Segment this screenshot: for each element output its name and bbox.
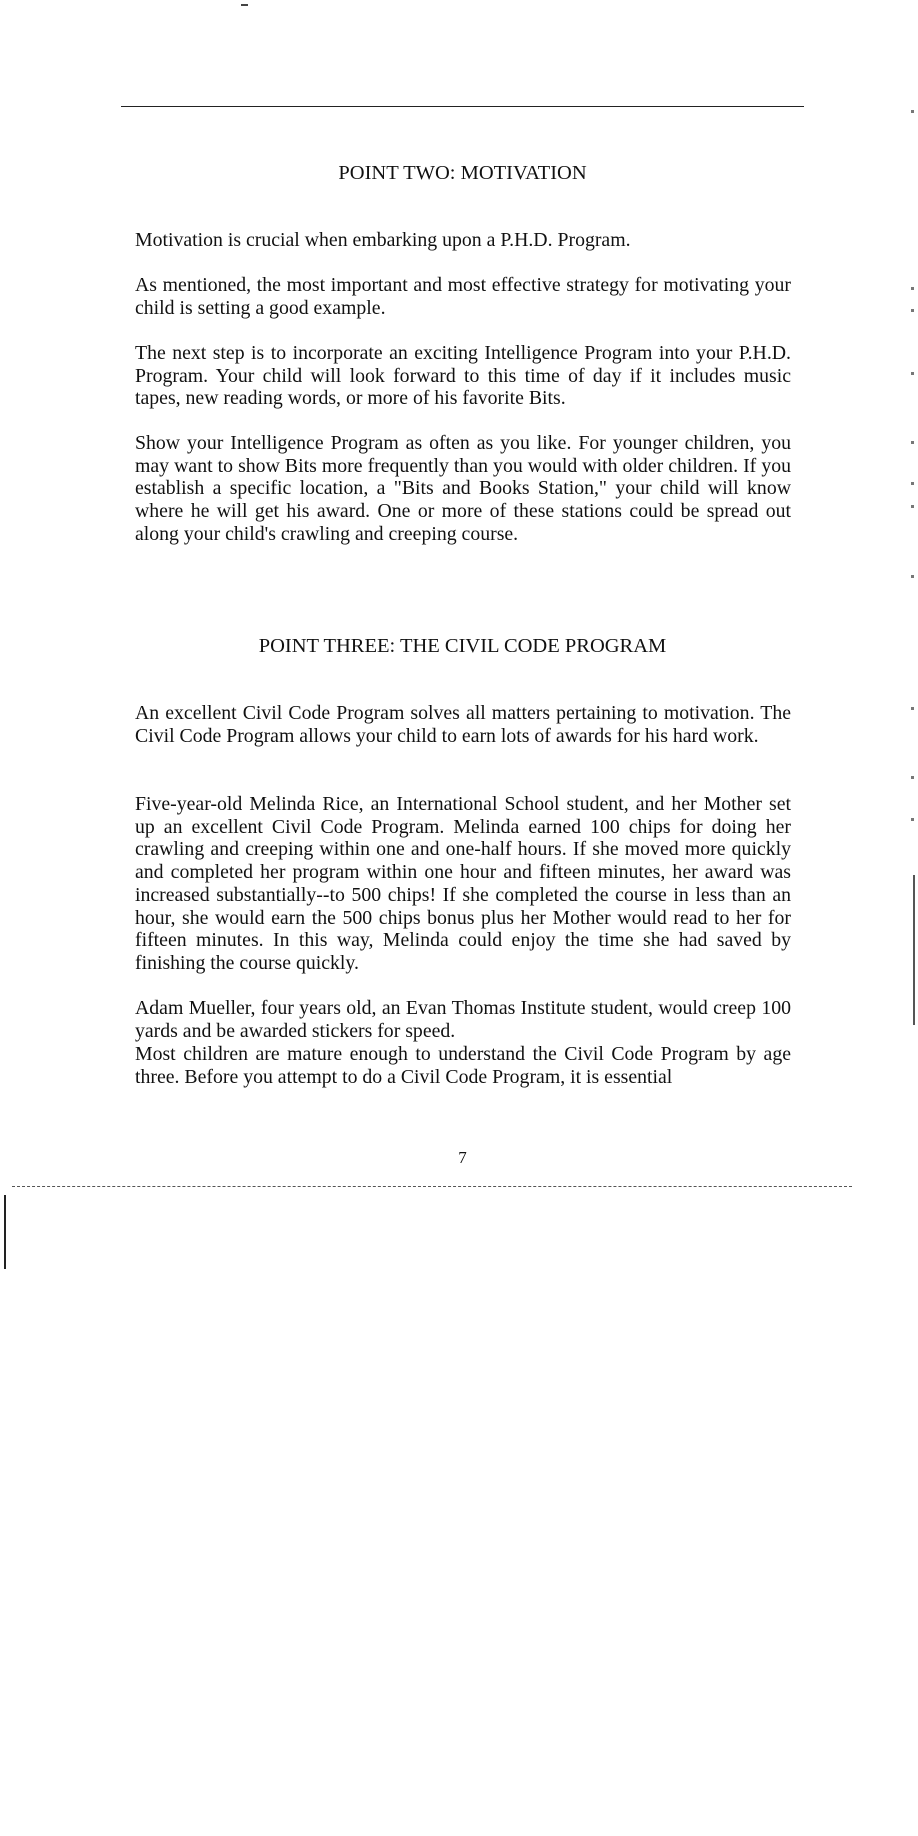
scan-edge-mark xyxy=(911,372,914,375)
heading-point-two: POINT TWO: MOTIVATION xyxy=(338,162,587,184)
scan-edge-mark xyxy=(911,110,914,113)
top-rule xyxy=(121,106,804,107)
scan-edge-mark xyxy=(911,707,914,710)
heading-point-three: POINT THREE: THE CIVIL CODE PROGRAM xyxy=(258,635,667,657)
scan-edge-mark xyxy=(911,776,914,779)
scan-edge-mark xyxy=(911,575,914,578)
scan-speck xyxy=(241,4,248,6)
scan-edge-mark xyxy=(911,505,914,508)
paragraph-adam-mueller: Adam Mueller, four years old, an Evan Thomas Institute student, would creep 100 yards and be awarded stickers for speed. xyxy=(135,997,791,1042)
paragraph-intelligence-program: The next step is to incorporate an exciting Intelligence Program into your P.H.D. Program. Your child will look forward to this time of day if it includes music tapes, new reading words, or more of his favorite Bits. xyxy=(135,342,791,410)
scan-edge-mark xyxy=(911,287,914,290)
scan-edge-mark xyxy=(911,482,914,485)
paragraph-melinda-rice: Five-year-old Melinda Rice, an International School student, and her Mother set up an excellent Civil Code Program. Melinda earned 100 chips for doing her crawling and creeping within one and one-half hours. If she moved more quickly and completed her program within one hour and fifteen minutes, her award was increased substantially--to 500 chips! If she completed the course in less than an hour, she would earn the 500 chips bonus plus her Mother would read to her for fifteen minutes. In this way, Melinda could enjoy the time she had saved by finishing the course quickly. xyxy=(135,793,791,974)
scan-edge-mark xyxy=(911,441,914,444)
scan-edge-mark xyxy=(911,309,914,312)
page-number: 7 xyxy=(458,1148,467,1167)
bottom-rule xyxy=(12,1186,852,1187)
scan-edge-left xyxy=(4,1195,6,1269)
paragraph-motivation-crucial: Motivation is crucial when embarking upon a P.H.D. Program. xyxy=(135,229,631,251)
paragraph-bits-station: Show your Intelligence Program as often as you like. For younger children, you may want to show Bits more frequently than you would with older children. If you establish a specific location, a "Bits and Books Station," your child will know where he will get his award. One or more of these stations could be spread out along your child's crawling and creeping course. xyxy=(135,432,791,545)
scan-edge-right xyxy=(913,875,915,1025)
paragraph-civil-code-intro: An excellent Civil Code Program solves all matters pertaining to motivation. The Civil Code Program allows your child to earn lots of awards for his hard work. xyxy=(135,702,791,747)
paragraph-age-three: Most children are mature enough to understand the Civil Code Program by age three. Before you attempt to do a Civil Code Program, it is essential xyxy=(135,1043,791,1088)
paragraph-good-example: As mentioned, the most important and most effective strategy for motivating your child is setting a good example. xyxy=(135,274,791,319)
scan-edge-mark xyxy=(911,818,914,821)
